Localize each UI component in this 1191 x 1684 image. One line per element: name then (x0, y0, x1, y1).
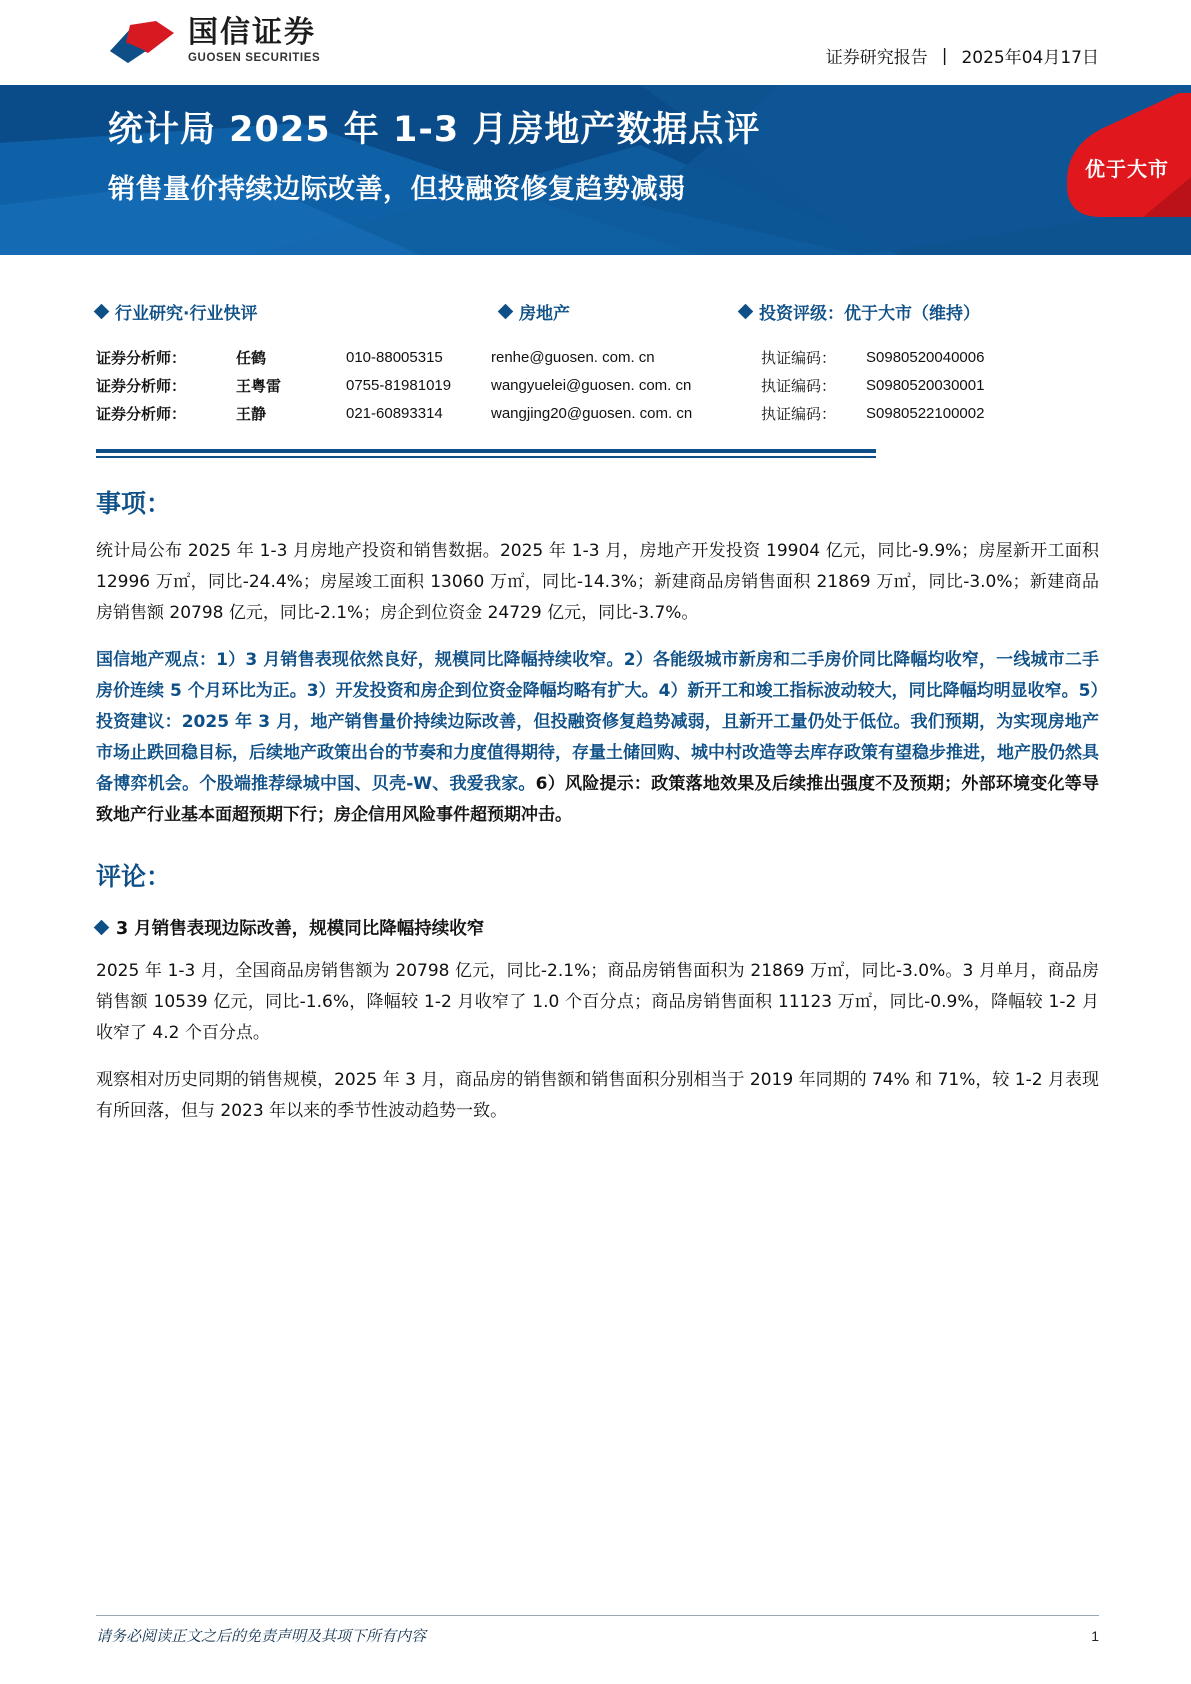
page-number: 1 (1091, 1627, 1099, 1644)
analyst-name: 任鹤 (236, 348, 267, 367)
meta-industry (500, 299, 570, 324)
analyst-email[interactable]: renhe@guosen. com. cn (491, 348, 655, 366)
footer-divider (96, 1615, 1099, 1616)
analyst-email[interactable]: wangyuelei@guosen. com. cn (491, 376, 692, 394)
divider-line-thin (96, 456, 876, 458)
cert-number: S0980522100002 (866, 404, 985, 422)
comment-bullet-label: 3 月销售表现边际改善，规模同比降幅持续收窄 (116, 919, 485, 939)
analyst-email[interactable]: wangjing20@guosen. com. cn (491, 404, 693, 422)
section-divider (96, 449, 876, 458)
viewpoint-tail: 6）风险提示：政策落地效果及后续推出强度不及预期；外部环境变化等导致地产行业基本面超预期下行；房企信用风险事件超预期冲击。 (96, 774, 1099, 825)
analyst-name: 王静 (236, 404, 267, 423)
logo-name-en: GUOSEN SECURITIES (188, 52, 321, 64)
page-subtitle: 销售量价持续边际改善，但投融资修复趋势减弱 (108, 173, 686, 205)
viewpoint-label: 国信地产观点： (96, 650, 217, 670)
analyst-phone: 0755-81981019 (346, 376, 452, 394)
logo-name-cn: 国信证券 (188, 15, 316, 50)
analyst-label: 证券分析师： (96, 404, 187, 423)
analyst-label: 证券分析师： (96, 348, 187, 367)
cert-number: S0980520030001 (866, 376, 985, 394)
meta-row (0, 299, 1191, 329)
header-report-meta (826, 43, 1099, 68)
analyst-name: 王粤雷 (236, 376, 282, 395)
comment-bullet-heading (96, 915, 1099, 940)
report-type-label: 证券研究报告 (825, 48, 928, 68)
meta-rating-label: 投资评级：优于大市（维持） (759, 304, 980, 324)
comment-heading: 评论： (96, 862, 172, 891)
header-divider: | (941, 45, 948, 66)
cert-number: S0980520040006 (866, 348, 985, 366)
divider-line-thick (96, 449, 876, 453)
report-date: 2025年04月17日 (961, 48, 1099, 68)
meta-industry-label: 房地产 (519, 304, 570, 324)
diamond-icon (94, 920, 110, 936)
title-banner (0, 85, 1191, 255)
analyst-phone: 021-60893314 (346, 404, 443, 422)
cert-label: 执证编码： (761, 376, 837, 395)
table-row (96, 371, 1191, 399)
footer-disclaimer: 请务必阅读正文之后的免责声明及其项下所有内容 (96, 1627, 427, 1645)
analyst-table (0, 343, 1191, 427)
banner-text-block (108, 109, 760, 206)
analyst-phone: 010-88005315 (346, 348, 443, 366)
page-footer (96, 1615, 1099, 1646)
cert-label: 执证编码： (761, 404, 837, 423)
meta-rating (740, 299, 980, 324)
brand-logo (108, 15, 321, 67)
meta-category (96, 299, 257, 324)
page-title: 统计局 2025 年 1-3 月房地产数据点评 (108, 110, 761, 150)
viewpoint-paragraph (96, 645, 1099, 831)
table-row (96, 343, 1191, 371)
status-badge: 优于大市 (1085, 157, 1169, 181)
guosen-logo-icon (108, 19, 178, 67)
diamond-icon (738, 304, 754, 320)
matters-heading: 事项： (96, 489, 172, 518)
comment-paragraph-2: 观察相对历史同期的销售规模，2025 年 3 月，商品房的销售额和销售面积分别相当于 2019 年同期的 74% 和 71%，较 1-2 月表现有所回落，但与 2023 年以来的季节性波动趋势一致。 (96, 1070, 1099, 1121)
report-body (0, 484, 1191, 1127)
meta-category-label: 行业研究·行业快评 (115, 304, 258, 324)
table-row (96, 399, 1191, 427)
diamond-icon (498, 304, 514, 320)
matters-paragraph: 统计局公布 2025 年 1-3 月房地产投资和销售数据。2025 年 1-3 月，房地产开发投资 19904 亿元，同比-9.9%；房屋新开工面积 12996 万㎡，同比-24.4%；房屋竣工面积 13060 万㎡，同比-14.3%；新建商品房销售面积 21869 万㎡，同比-3.0%；新建商品房销售额 20798 亿元，同比-2.1%；房企到位资金 24729 亿元，同比-3.7%。 (96, 541, 1099, 623)
page-header (0, 0, 1191, 85)
comment-paragraph-1: 2025 年 1-3 月，全国商品房销售额为 20798 亿元，同比-2.1%；商品房销售面积为 21869 万㎡，同比-3.0%。3 月单月，商品房销售额 10539 亿元，同比-1.6%，降幅较 1-2 月收窄了 1.0 个百分点；商品房销售面积 11123 万㎡，同比-0.9%，降幅较 1-2 月收窄了 4.2 个百分点。 (96, 961, 1099, 1043)
diamond-icon (94, 304, 110, 320)
viewpoint-body: 1）3 月销售表现依然良好，规模同比降幅持续收窄。2）各能级城市新房和二手房价同比降幅均收窄，一线城市二手房价连续 5 个月环比为正。3）开发投资和房企到位资金降幅均略有扩大。4）新开工和竣工指标波动较大，同比降幅均明显收窄。5）投资建议：2025 年 3 月，地产销售量价持续边际改善，但投融资修复趋势减弱，且新开工量仍处于低位。我们预期，为实现房地产市场止跌回稳目标，后续地产政策出台的节奏和力度值得期待，存量土储回购、城中村改造等去库存政策有望稳步推进，地产股仍然具备博弈机会。个股端推荐绿城中国、贝壳-W、我爱我家。 (96, 650, 1100, 794)
analyst-label: 证券分析师： (96, 376, 187, 395)
cert-label: 执证编码： (761, 348, 837, 367)
